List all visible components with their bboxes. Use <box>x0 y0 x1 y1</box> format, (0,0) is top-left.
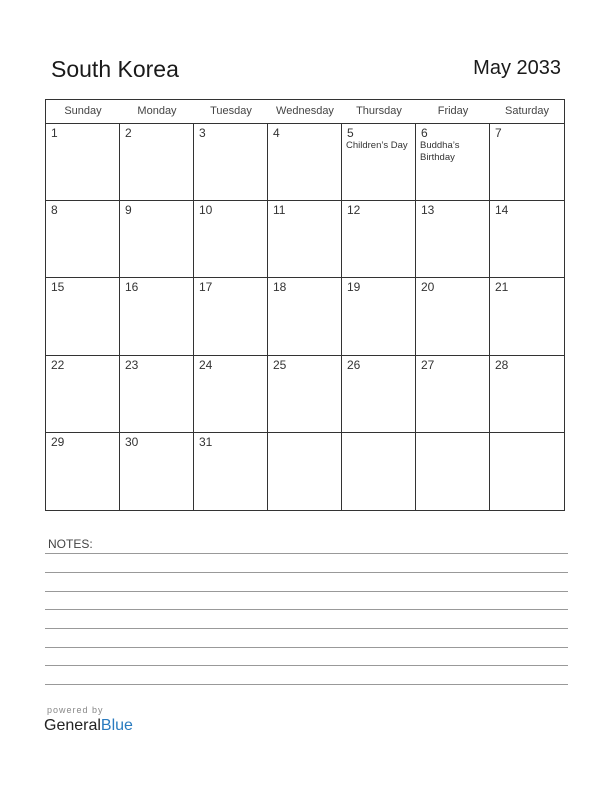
day-number: 16 <box>125 280 139 295</box>
day-cell <box>268 278 342 355</box>
note-line <box>45 665 568 666</box>
day-number: 12 <box>347 203 361 218</box>
note-line <box>45 609 568 610</box>
day-number: 28 <box>495 357 509 372</box>
day-cell <box>342 124 416 201</box>
weekday-monday: Monday <box>137 105 177 117</box>
day-number: 10 <box>199 203 213 218</box>
day-cell <box>268 433 342 510</box>
day-number: 26 <box>347 357 361 372</box>
day-number: 25 <box>273 357 287 372</box>
day-number: 4 <box>273 126 280 140</box>
day-cell <box>120 356 194 433</box>
day-number: 6 <box>421 126 428 140</box>
day-cell <box>194 356 268 433</box>
day-cell <box>342 201 416 278</box>
day-cell <box>490 201 564 278</box>
day-number: 30 <box>125 434 139 449</box>
weekday-sunday: Sunday <box>64 105 102 117</box>
day-number: 14 <box>495 203 509 218</box>
day-cell <box>194 201 268 278</box>
day-cell <box>342 356 416 433</box>
month-year-title: May 2033 <box>473 57 561 79</box>
calendar-days <box>46 124 564 510</box>
weekday-wednesday: Wednesday <box>276 105 334 117</box>
day-cell <box>416 278 490 355</box>
day-number: 8 <box>51 203 58 218</box>
note-line <box>45 553 568 554</box>
day-number: 5 <box>347 126 354 140</box>
day-number: 11 <box>273 203 286 218</box>
day-number: 15 <box>51 280 65 295</box>
day-cell <box>120 124 194 201</box>
day-number: 1 <box>51 126 58 140</box>
day-cell <box>416 356 490 433</box>
day-number: 29 <box>51 434 65 449</box>
day-number: 21 <box>495 280 509 295</box>
day-number: 22 <box>51 357 65 372</box>
day-cell <box>268 124 342 201</box>
day-cell <box>268 201 342 278</box>
day-number: 27 <box>421 357 435 372</box>
brand-logo <box>44 717 133 735</box>
day-cell <box>416 201 490 278</box>
day-number: 23 <box>125 357 139 372</box>
day-number: 19 <box>347 280 361 295</box>
day-number: 18 <box>273 280 287 295</box>
day-cell <box>120 201 194 278</box>
weekday-friday: Friday <box>437 105 469 117</box>
day-number: 9 <box>125 203 132 218</box>
country-title: South Korea <box>51 56 179 82</box>
day-cell <box>46 201 120 278</box>
weekday-saturday: Saturday <box>504 105 550 117</box>
day-cell <box>120 433 194 510</box>
holiday-label: Buddha’s Birthday <box>420 140 460 163</box>
notes-label: NOTES: <box>48 537 93 551</box>
note-line <box>45 591 568 592</box>
day-number: 24 <box>199 357 213 372</box>
day-number: 7 <box>495 126 502 140</box>
note-line <box>45 684 568 685</box>
day-cell <box>490 278 564 355</box>
brand-general: General <box>44 717 101 734</box>
day-number: 31 <box>199 434 213 449</box>
day-cell <box>194 433 268 510</box>
calendar-grid <box>45 99 565 511</box>
day-cell <box>46 433 120 510</box>
day-cell <box>490 356 564 433</box>
holiday-label: Children’s Day <box>346 140 408 151</box>
day-cell <box>194 124 268 201</box>
weekday-thursday: Thursday <box>356 105 402 117</box>
note-line <box>45 628 568 629</box>
day-number: 3 <box>199 126 206 140</box>
powered-by-text: powered by <box>47 705 104 715</box>
day-number: 20 <box>421 280 435 295</box>
day-cell <box>416 124 490 201</box>
day-cell <box>46 356 120 433</box>
weekday-tuesday: Tuesday <box>210 105 252 117</box>
day-cell <box>46 278 120 355</box>
weekday-header-row <box>46 100 564 124</box>
day-cell <box>416 433 490 510</box>
day-number: 17 <box>199 280 213 295</box>
day-cell <box>342 433 416 510</box>
brand-blue: Blue <box>100 717 133 734</box>
day-cell <box>490 433 564 510</box>
day-number: 13 <box>421 203 435 218</box>
day-cell <box>120 278 194 355</box>
day-cell <box>342 278 416 355</box>
day-cell <box>490 124 564 201</box>
day-cell <box>194 278 268 355</box>
day-cell <box>268 356 342 433</box>
day-cell <box>46 124 120 201</box>
note-line <box>45 647 568 648</box>
day-number: 2 <box>125 126 132 140</box>
note-line <box>45 572 568 573</box>
